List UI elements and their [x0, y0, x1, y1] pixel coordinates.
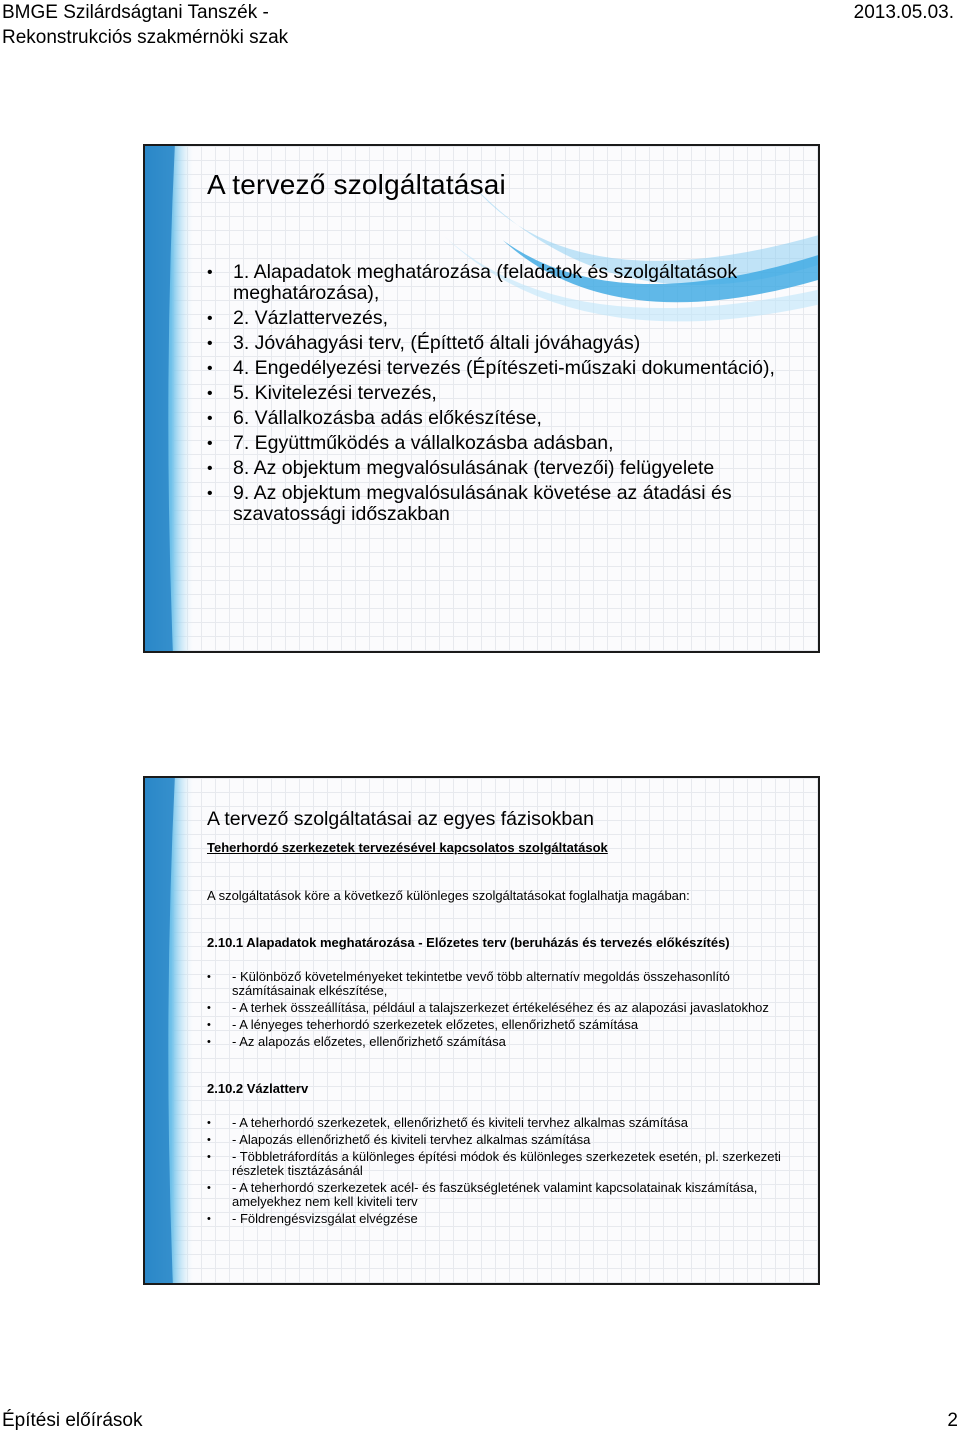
header-institution: BMGE Szilárdságtani Tanszék - [2, 2, 269, 23]
list-item: • 1. Alapadatok meghatározása (feladatok és szolgáltatások meghatározása), [207, 262, 807, 304]
footer-title: Építési előírások [2, 1410, 143, 1431]
slide-1 [143, 144, 820, 653]
list-item: • 7. Együttműködés a vállalkozásba adásban, [207, 433, 807, 454]
list-item: • 3. Jóváhagyási terv, (Építtető általi jóváhagyás) [207, 333, 807, 354]
section-heading: 2.10.1 Alapadatok meghatározása - Előzetes terv (beruházás és tervezés előkészítés) [207, 935, 730, 950]
slide-2-subtitle: Teherhordó szerkezetek tervezésével kapcsolatos szolgáltatások [207, 840, 608, 855]
section-2-list [207, 1116, 787, 1229]
list-item: • - A teherhordó szerkezetek acél- és faszükségletének valamint kapcsolatainak kiszámítása, amelyekhez nem kell kiviteli terv [207, 1181, 787, 1209]
header-program: Rekonstrukciós szakmérnöki szak [2, 27, 289, 48]
section-heading: 2.10.2 Vázlatterv [207, 1081, 309, 1096]
list-item: • - Többletráfordítás a különleges építési módok és különleges szerkezetek esetén, pl. szerkezeti részletek tisztázásánál [207, 1150, 787, 1178]
list-item: • 9. Az objektum megvalósulásának követése az átadási és szavatossági időszakban [207, 483, 807, 525]
slide-1-title: A tervező szolgáltatásai [207, 169, 506, 200]
list-item: • - A terhek összeállítása, például a talajszerkezet értékeléséhez és az alapozási javaslatokhoz [207, 1001, 787, 1015]
list-item: • - A teherhordó szerkezetek, ellenőrizhető és kiviteli tervhez alkalmas számítása [207, 1116, 787, 1130]
list-item: • 2. Vázlattervezés, [207, 308, 807, 329]
section-1-list [207, 970, 787, 1052]
list-item: • - Különböző követelményeket tekintetbe vevő több alternatív megoldás összehasonlító számításainak elkészítése, [207, 970, 787, 998]
page-number: 2 [947, 1410, 958, 1431]
list-item: • 6. Vállalkozásba adás előkészítése, [207, 408, 807, 429]
slide-2-intro: A szolgáltatások köre a következő különleges szolgáltatásokat foglalhatja magában: [207, 888, 690, 903]
list-item: • - A lényeges teherhordó szerkezetek előzetes, ellenőrizhető számítása [207, 1018, 787, 1032]
slide-1-list [207, 262, 807, 529]
slide-2 [143, 776, 820, 1285]
list-item: • - Az alapozás előzetes, ellenőrizhető számítása [207, 1035, 787, 1049]
header-date: 2013.05.03. [853, 2, 954, 23]
list-item: • 8. Az objektum megvalósulásának (tervezői) felügyelete [207, 458, 807, 479]
list-item: • 4. Engedélyezési tervezés (Építészeti-műszaki dokumentáció), [207, 358, 807, 379]
slide-2-title: A tervező szolgáltatásai az egyes fázisokban [207, 808, 594, 830]
list-item: • - Földrengésvizsgálat elvégzése [207, 1212, 787, 1226]
list-item: • - Alapozás ellenőrizhető és kiviteli tervhez alkalmas számítása [207, 1133, 787, 1147]
list-item: • 5. Kivitelezési tervezés, [207, 383, 807, 404]
